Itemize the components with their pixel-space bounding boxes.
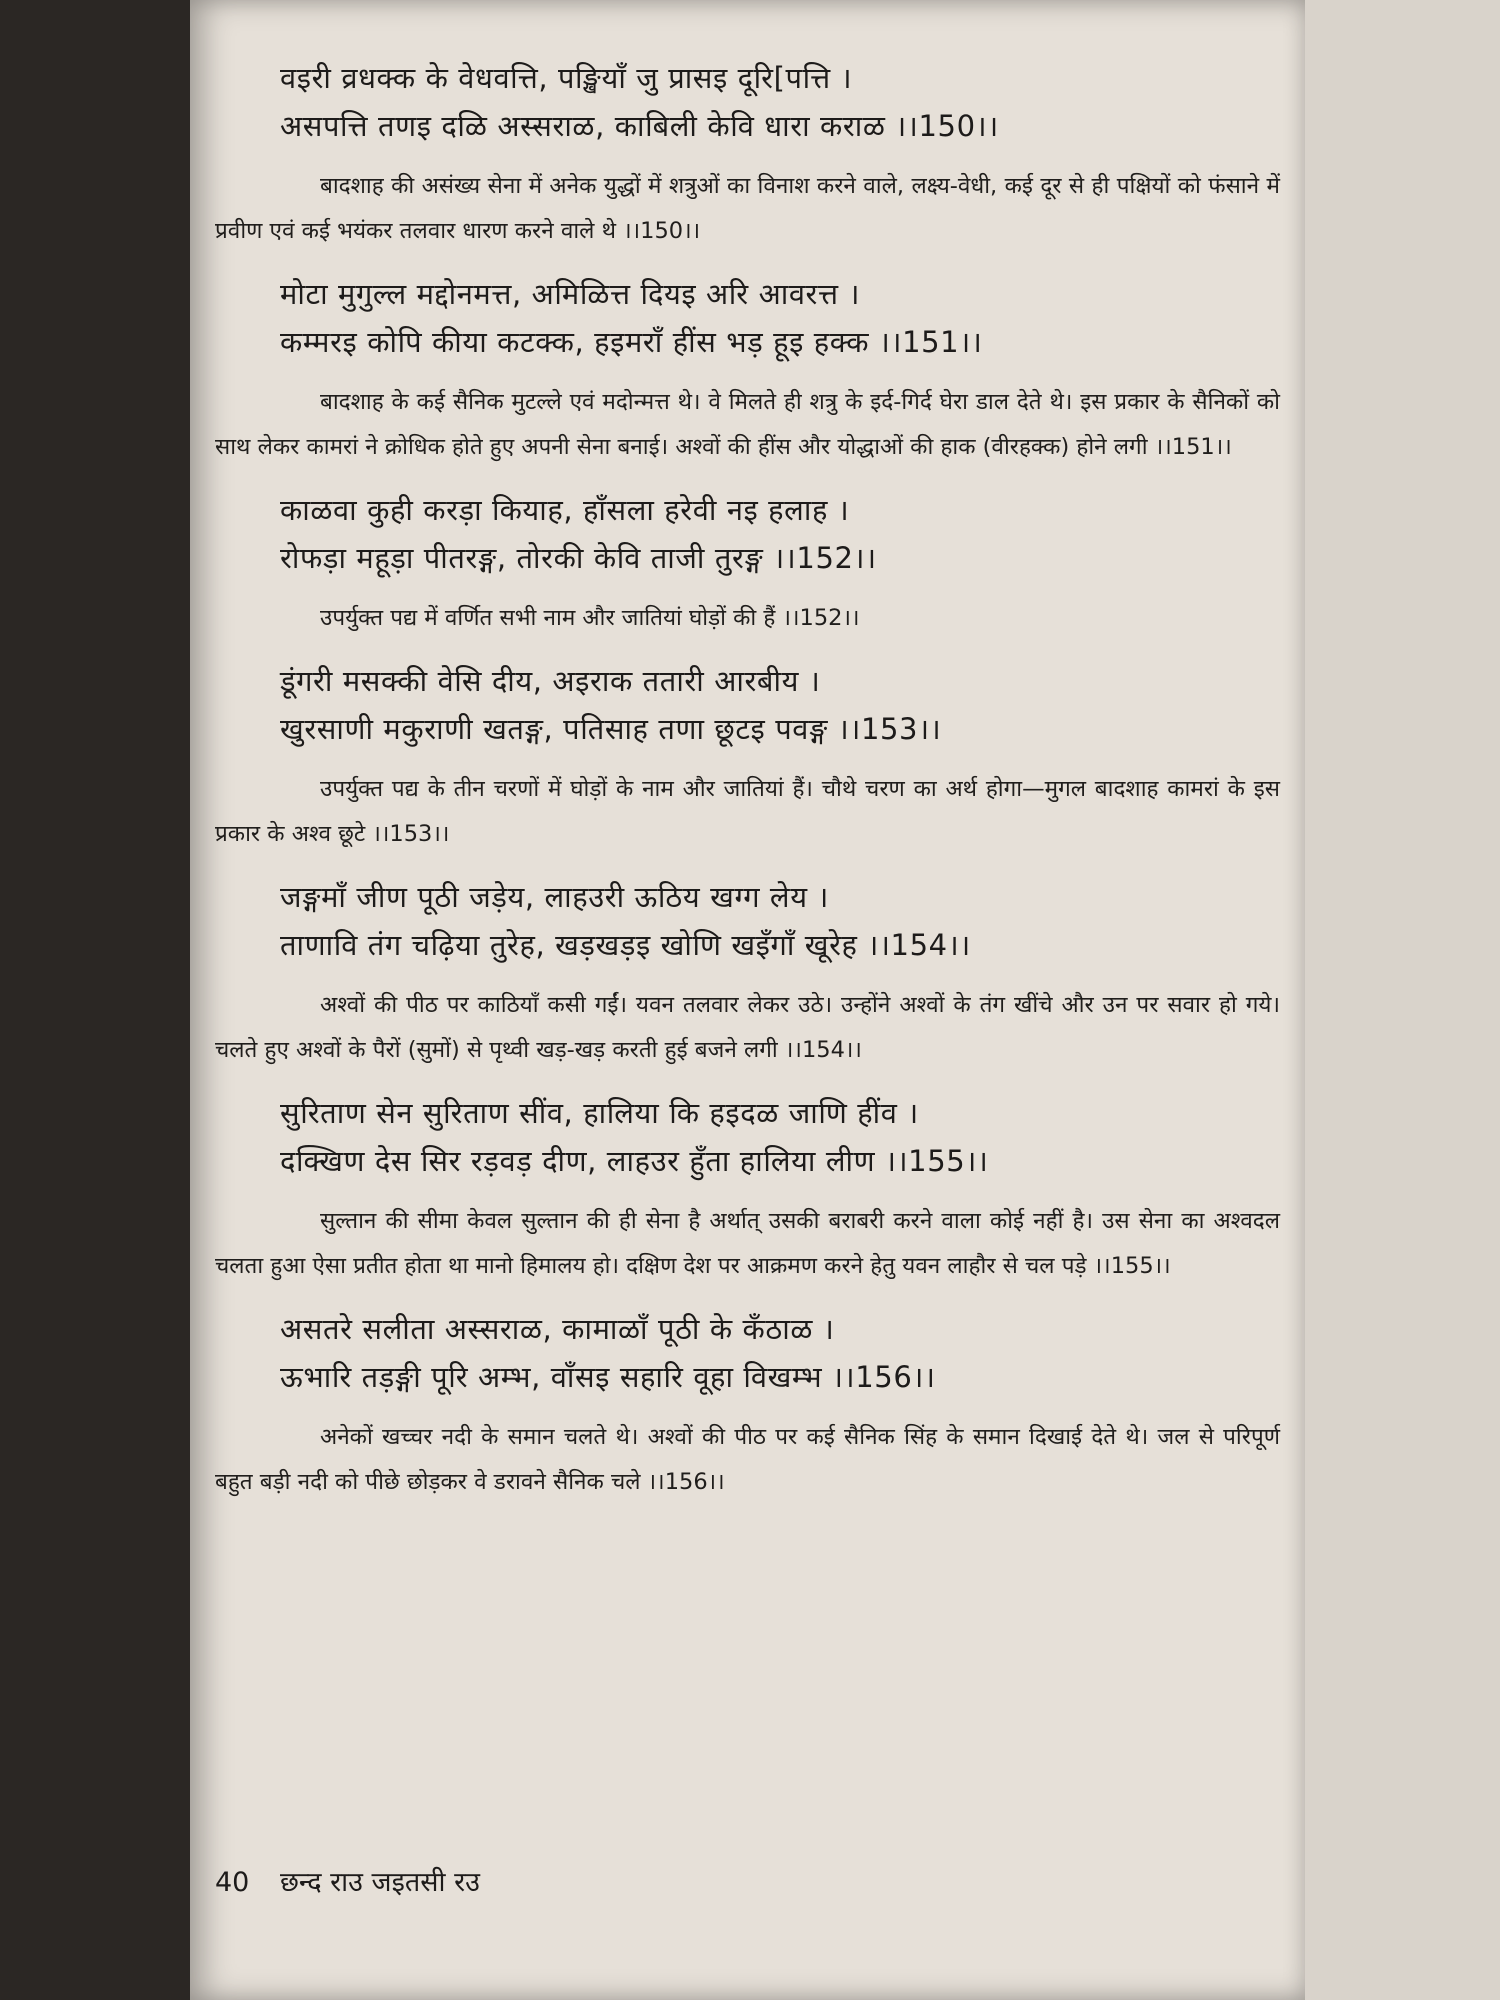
verse-line: वइरी व्रधक्क के वेधवत्ति, पङ्खियाँ जु प्रासइ दूरि[पत्ति । (280, 61, 853, 95)
verse-line: काळवा कुही करड़ा कियाह, हाँसला हरेवी नइ हलाह । (280, 493, 850, 527)
verse-154 (215, 873, 1280, 1073)
page-edge (1305, 0, 1500, 2000)
running-title: छन्द राउ जइतसी रउ (279, 1867, 480, 1898)
verse-line: रोफड़ा महूड़ा पीतरङ्ग, तोरकी केवि ताजी तुरङ्ग ।।152।। (280, 541, 877, 575)
verse-line: डूंगरी मसक्की वेसि दीय, अइराक ततारी आरबीय । (280, 664, 821, 698)
verse-line: सुरिताण सेन सुरिताण सींव, हालिया कि हइदळ जाणि हींव । (280, 1096, 919, 1130)
verse-156 (215, 1305, 1280, 1505)
verse-line: खुरसाणी मकुराणी खतङ्ग, पतिसाह तणा छूटइ पवङ्ग ।।153।। (280, 712, 942, 746)
verse-gloss: बादशाह के कई सैनिक मुटल्ले एवं मदोन्मत्त थे। वे मिलते ही शत्रु के इर्द-गिर्द घेरा डाल देते थे। इस प्रकार के सैनिकों को साथ लेकर कामरां ने क्रोधिक होते हुए अपनी सेना बनाई। अश्वों की हींस और योद्धाओं की हाक (वीरहक्क) होने लगी ।।151।। (215, 389, 1280, 460)
verse-gloss: सुल्तान की सीमा केवल सुल्तान की ही सेना है अर्थात् उसकी बराबरी करने वाला कोई नहीं है। उस सेना का अश्वदल चलता हुआ ऐसा प्रतीत होता था मानो हिमालय हो। दक्षिण देश पर आक्रमण करने हेतु यवन लाहौर से चल पड़े ।।155।। (215, 1208, 1280, 1279)
verse-line: ताणावि तंग चढ़िया तुरेह, खड़खड़इ खोणि खइँगाँ खूरेह ।।154।। (280, 928, 971, 962)
verse-gloss: अश्वों की पीठ पर काठियाँ कसी गईं। यवन तलवार लेकर उठे। उन्होंने अश्वों के तंग खींचे और उन पर सवार हो गये। चलते हुए अश्वों के पैरों (सुमों) से पृथ्वी खड़-खड़ करती हुई बजने लगी ।।154।। (215, 992, 1280, 1063)
verse-line: असपत्ति तणइ दळि अस्सराळ, काबिली केवि धारा कराळ ।।150।। (280, 109, 999, 143)
verse-gloss: अनेकों खच्चर नदी के समान चलते थे। अश्वों की पीठ पर कई सैनिक सिंह के समान दिखाई देते थे। जल से परिपूर्ण बहुत बड़ी नदी को पीछे छोड़कर वे डरावने सैनिक चले ।।156।। (215, 1424, 1280, 1495)
verse-line: कम्मरइ कोपि कीया कटक्क, हइमराँ हींस भड़ हूइ हक्क ।।151।। (280, 325, 983, 359)
verse-gloss: उपर्युक्त पद्य के तीन चरणों में घोड़ों के नाम और जातियां हैं। चौथे चरण का अर्थ होगा—मुगल बादशाह कामरां के इस प्रकार के अश्व छूटे ।।153।। (215, 776, 1280, 847)
page-footer (215, 1862, 480, 1899)
verse-153 (215, 657, 1280, 857)
page-number: 40 (215, 1867, 250, 1898)
verse-155 (215, 1089, 1280, 1289)
verse-line: असतरे सलीता अस्सराळ, कामाळाँ पूठी के कँठाळ । (280, 1312, 835, 1346)
verse-150 (215, 54, 1280, 254)
verse-line: मोटा मुगुल्ल मद्दोनमत्त, अमिळित्त दियइ अरि आवरत्त । (280, 277, 861, 311)
verse-line: ऊभारि तड़ङ्गी पूरि अम्भ, वाँसइ सहारि वूहा विखम्भ ।।156।। (280, 1360, 936, 1394)
verse-line: जङ्गमाँ जीण पूठी जड़ेय, लाहउरी ऊठिय खग्ग लेय । (280, 880, 830, 914)
verse-152 (215, 486, 1280, 641)
verse-gloss: उपर्युक्त पद्य में वर्णित सभी नाम और जातियां घोड़ों की हैं ।।152।। (320, 605, 860, 631)
verse-gloss: बादशाह की असंख्य सेना में अनेक युद्धों में शत्रुओं का विनाश करने वाले, लक्ष्य-वेधी, कई दूर से ही पक्षियों को फंसाने में प्रवीण एवं कई भयंकर तलवार धारण करने वाले थे ।।150।। (215, 173, 1280, 244)
page-content (215, 48, 1280, 1521)
verse-line: दक्खिण देस सिर रड़वड़ दीण, लाहउर हुँता हालिया लीण ।।155।। (280, 1144, 989, 1178)
verse-151 (215, 270, 1280, 470)
